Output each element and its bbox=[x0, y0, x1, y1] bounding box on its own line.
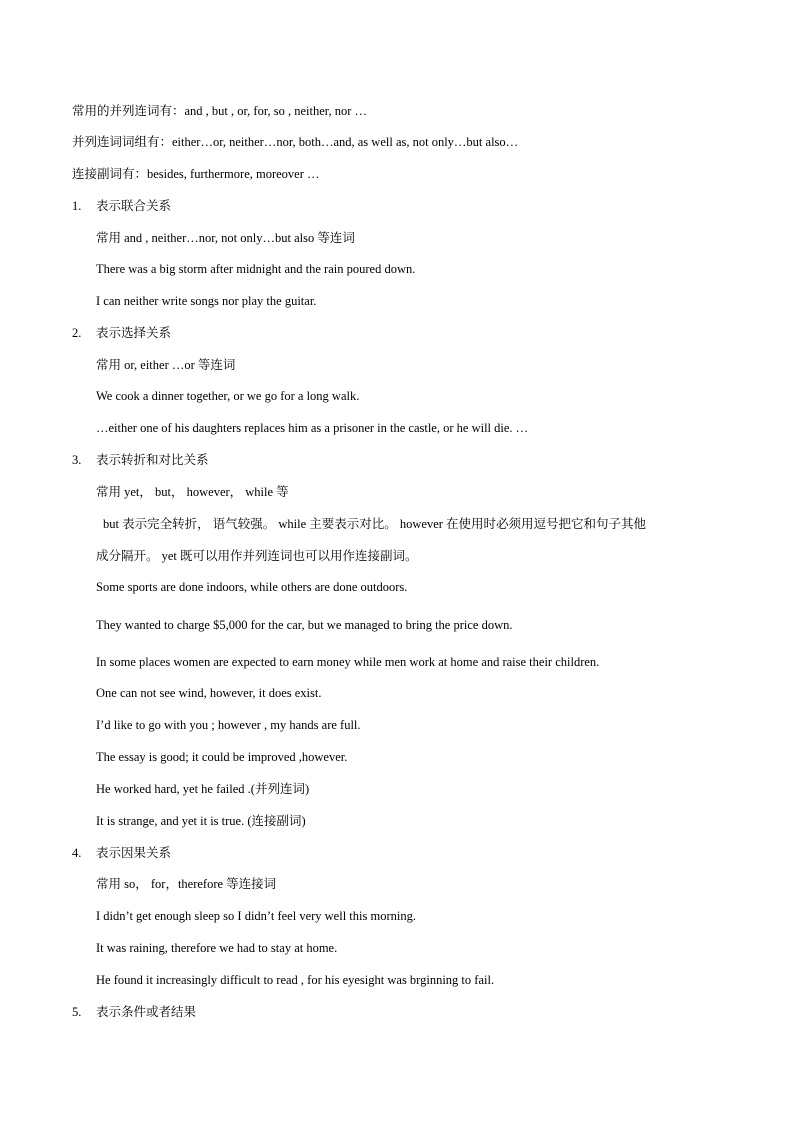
section-3-line: One can not see wind, however, it does exist. bbox=[96, 686, 322, 700]
section-3-line: The essay is good; it could be improved ,however. bbox=[96, 750, 348, 764]
section-4-number: 4. bbox=[72, 846, 82, 860]
section-3-line: but 表示完全转折， 语气较强。 while 主要表示对比。 however 在使用时必须用逗号把它和句子其他 bbox=[103, 517, 647, 531]
section-2-line: …either one of his daughters replaces him as a prisoner in the castle, or he will die. … bbox=[96, 421, 529, 435]
section-2-number: 2. bbox=[72, 326, 82, 340]
section-1-title: 表示联合关系 bbox=[96, 199, 172, 213]
section-3-number: 3. bbox=[72, 453, 82, 467]
section-1-line: There was a big storm after midnight and the rain poured down. bbox=[96, 262, 416, 276]
intro-correlative-conjunctions: 并列连词词组有：either…or, neither…nor, both…and, as well as, not only…but also… bbox=[72, 135, 519, 149]
section-3-line: 成分隔开。 yet 既可以用作并列连词也可以用作连接副词。 bbox=[96, 549, 418, 563]
section-2-line: 常用 or, either …or 等连词 bbox=[96, 358, 236, 372]
section-2-title: 表示选择关系 bbox=[96, 326, 172, 340]
section-4-line: 常用 so， for，therefore 等连接词 bbox=[96, 877, 277, 891]
section-4-line: He found it increasingly difficult to read , for his eyesight was brginning to fail. bbox=[96, 973, 495, 987]
section-3-line: Some sports are done indoors, while others are done outdoors. bbox=[96, 580, 408, 594]
section-3-line: They wanted to charge $5,000 for the car, but we managed to bring the price down. bbox=[96, 618, 513, 632]
section-1-line: I can neither write songs nor play the guitar. bbox=[96, 294, 317, 308]
section-1-line: 常用 and , neither…nor, not only…but also 等连词 bbox=[96, 231, 355, 245]
section-4-line: It was raining, therefore we had to stay at home. bbox=[96, 941, 338, 955]
section-3-line: He worked hard, yet he failed .(并列连词) bbox=[96, 782, 310, 796]
section-3-title: 表示转折和对比关系 bbox=[96, 453, 209, 467]
section-1-number: 1. bbox=[72, 199, 82, 213]
section-5-title: 表示条件或者结果 bbox=[96, 1005, 197, 1019]
intro-conjunctive-adverbs: 连接副词有：besides, furthermore, moreover … bbox=[72, 167, 320, 181]
intro-coordinating-conjunctions: 常用的并列连词有：and , but , or, for, so , neither, nor … bbox=[72, 104, 367, 118]
section-5-number: 5. bbox=[72, 1005, 82, 1019]
section-3-line: 常用 yet， but， however， while 等 bbox=[96, 485, 289, 499]
section-3-line: I’d like to go with you ; however , my hands are full. bbox=[96, 718, 361, 732]
section-3-line: It is strange, and yet it is true. (连接副词) bbox=[96, 814, 306, 828]
section-4-line: I didn’t get enough sleep so I didn’t feel very well this morning. bbox=[96, 909, 416, 923]
section-3-line: In some places women are expected to earn money while men work at home and raise their children. bbox=[96, 655, 600, 669]
section-2-line: We cook a dinner together, or we go for a long walk. bbox=[96, 389, 360, 403]
section-4-title: 表示因果关系 bbox=[96, 846, 172, 860]
